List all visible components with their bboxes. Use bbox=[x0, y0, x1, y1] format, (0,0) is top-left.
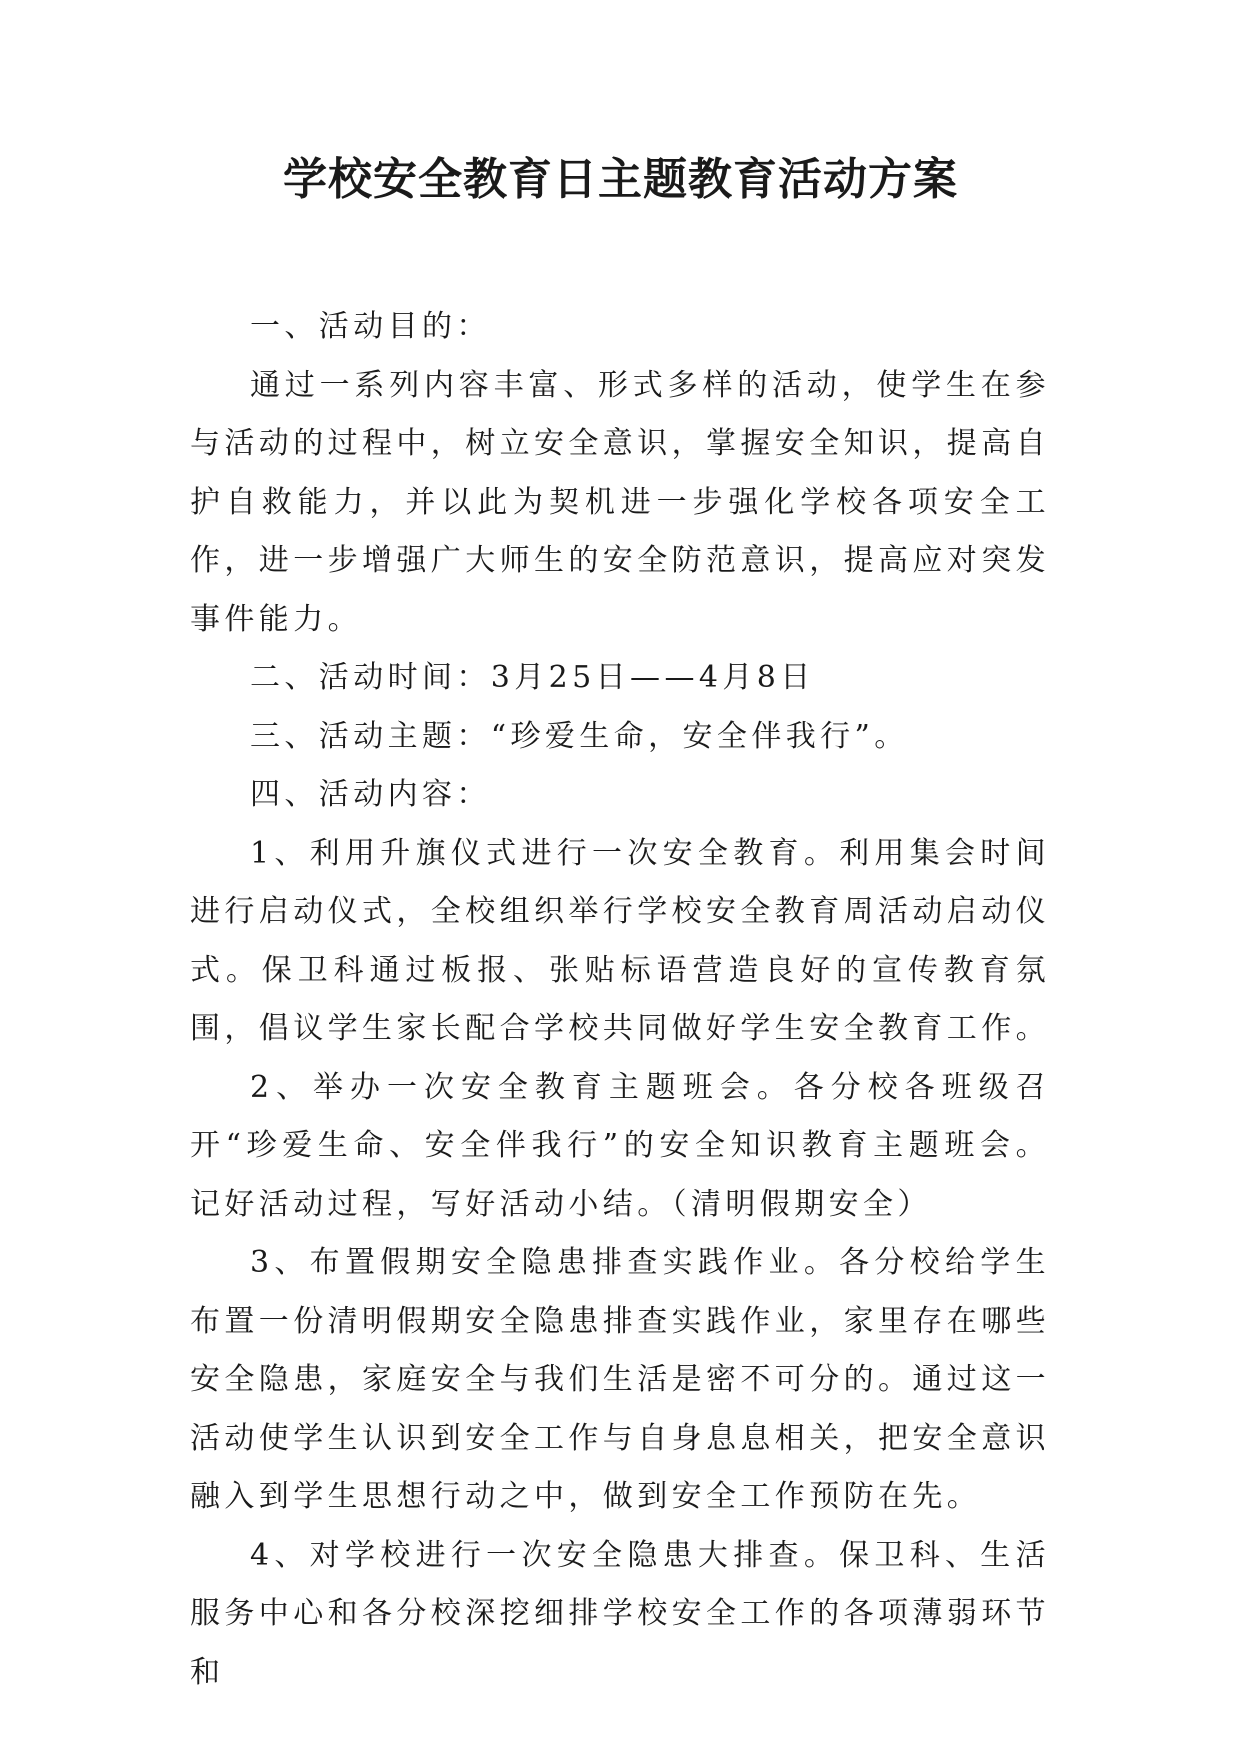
document-title: 学校安全教育日主题教育活动方案 bbox=[283, 154, 958, 205]
section-heading-theme: 三、活动主题：“珍爱生命，安全伴我行”。 bbox=[250, 718, 909, 754]
paragraph-item-3: 3、布置假期安全隐患排查实践作业。各分校给学生布置一份清明假期安全隐患排查实践作业，家里存在哪些安全隐患，家庭安全与我们生活是密不可分的。通过这一活动使学生认识到安全工作与自身息息相关，把安全意识融入到学生思想行动之中，做到安全工作预防在先。 bbox=[190, 1245, 1050, 1514]
paragraph-purpose: 通过一系列内容丰富、形式多样的活动，使学生在参与活动的过程中，树立安全意识，掌握安全知识，提高自护自救能力，并以此为契机进一步强化学校各项安全工作，进一步增强广大师生的安全防范意识，提高应对突发事件能力。 bbox=[190, 367, 1050, 637]
paragraph-item-1: 1、利用升旗仪式进行一次安全教育。利用集会时间进行启动仪式，全校组织举行学校安全教育周活动启动仪式。保卫科通过板报、张贴标语营造良好的宣传教育氛围，倡议学生家长配合学校共同做好学生安全教育工作。 bbox=[190, 835, 1050, 1046]
section-heading-purpose: 一、活动目的： bbox=[250, 309, 491, 344]
section-heading-time: 二、活动时间：3月25日——4月8日 bbox=[250, 660, 815, 695]
section-heading-content: 四、活动内容： bbox=[250, 777, 491, 812]
paragraph-item-4: 4、对学校进行一次安全隐患大排查。保卫科、生活服务中心和各分校深挖细排学校安全工作的各项薄弱环节和 bbox=[190, 1537, 1050, 1690]
paragraph-item-2: 2、举办一次安全教育主题班会。各分校各班级召开“珍爱生命、安全伴我行”的安全知识教育主题班会。记好活动过程，写好活动小结。（清明假期安全） bbox=[190, 1069, 1050, 1222]
document-body bbox=[190, 298, 1050, 1702]
